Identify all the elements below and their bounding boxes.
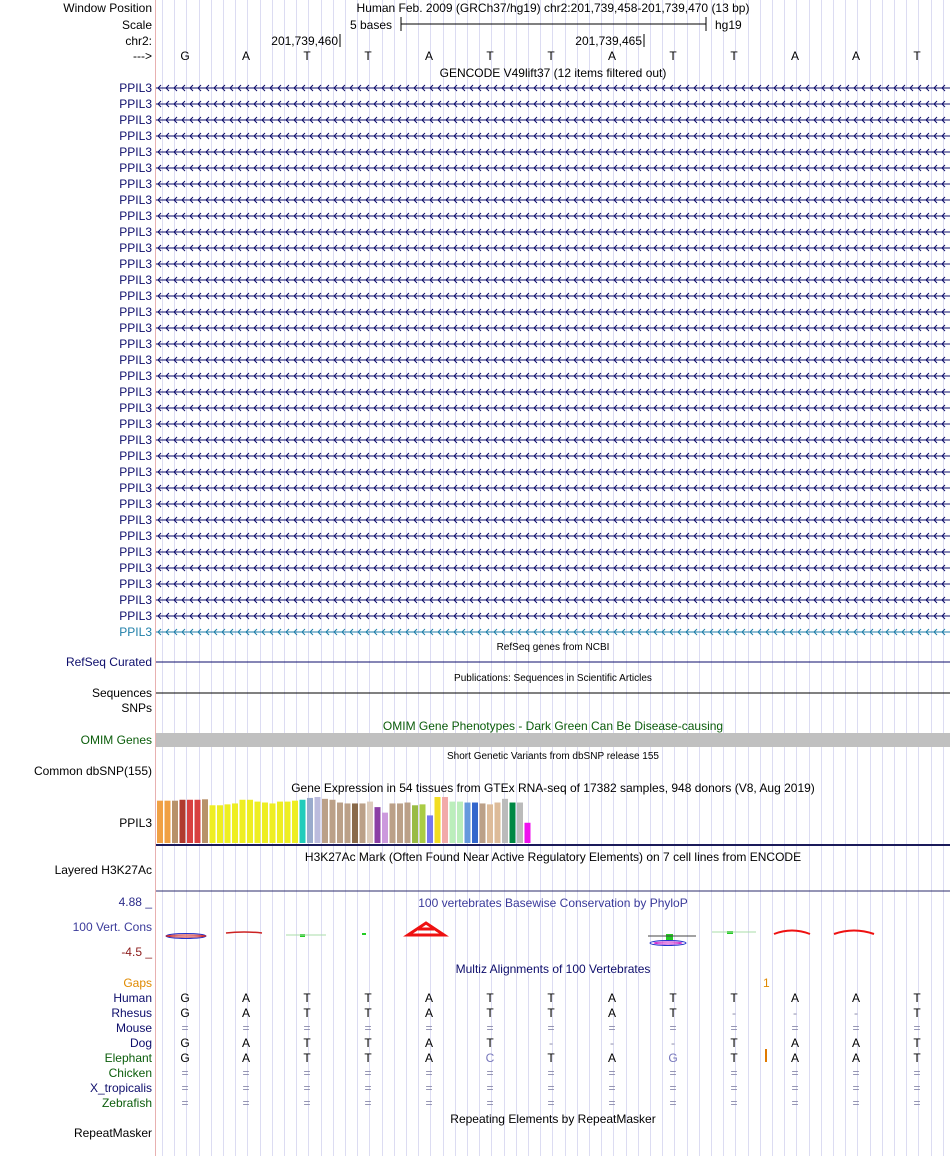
alignment-base: A [790, 991, 800, 1005]
gencode-gene-label[interactable]: PPIL3 [119, 593, 152, 607]
gtex-tissue-bar[interactable] [187, 800, 193, 843]
alignment-base: = [181, 1021, 189, 1035]
alignment-base: - [732, 1006, 736, 1020]
alignment-base: = [669, 1081, 677, 1095]
alignment-base: A [241, 1036, 251, 1050]
gencode-gene-label[interactable]: PPIL3 [119, 353, 152, 367]
species-label[interactable]: Mouse [115, 1021, 152, 1035]
gtex-tissue-bar[interactable] [502, 799, 508, 843]
alignment-base: T [913, 1051, 921, 1065]
gencode-gene-label[interactable]: PPIL3 [119, 529, 152, 543]
gtex-tissue-bar[interactable] [322, 799, 328, 843]
reference-base: T [913, 49, 921, 63]
alignment-base: = [547, 1096, 555, 1110]
gtex-tissue-bar[interactable] [382, 813, 388, 843]
alignment-base: = [486, 1066, 494, 1080]
gencode-gene-label[interactable]: PPIL3 [119, 225, 152, 239]
alignment-base: T [303, 1051, 311, 1065]
gtex-label[interactable]: PPIL3 [119, 816, 152, 830]
alignment-base: - [793, 1006, 797, 1020]
reference-base: T [669, 49, 677, 63]
omim-gray-bar[interactable] [156, 733, 950, 747]
alignment-base: T [547, 1051, 555, 1065]
alignment-base: T [486, 991, 494, 1005]
repeatmasker-track-title: Repeating Elements by RepeatMasker [450, 1112, 656, 1126]
gencode-gene-label[interactable]: PPIL3 [119, 561, 152, 575]
gencode-gene-label[interactable]: PPIL3 [119, 433, 152, 447]
gtex-tissue-bar[interactable] [270, 803, 276, 843]
alignment-base: T [364, 1051, 372, 1065]
omim-track-title: OMIM Gene Phenotypes - Dark Green Can Be Disease-causing [382, 719, 724, 733]
alignment-base: T [303, 991, 311, 1005]
gtex-tissue-bar[interactable] [510, 803, 516, 843]
elephant-insertion-mark [765, 1049, 767, 1062]
gencode-gene-label[interactable]: PPIL3 [119, 401, 152, 415]
alignment-base: = [608, 1066, 616, 1080]
gtex-tissue-bar[interactable] [405, 803, 411, 843]
gtex-tissue-bar[interactable] [435, 797, 441, 843]
coordinate-2: 201,739,465 [575, 34, 642, 48]
gtex-tissue-bar[interactable] [247, 800, 253, 843]
alignment-base: = [608, 1096, 616, 1110]
alignment-base: = [730, 1096, 738, 1110]
gencode-gene-label[interactable]: PPIL3 [119, 193, 152, 207]
reference-base: A [241, 49, 251, 63]
h3k27ac-label[interactable]: Layered H3K27Ac [54, 863, 152, 877]
species-label[interactable]: Dog [129, 1036, 152, 1050]
alignment-base: G [180, 1051, 190, 1065]
alignment-base: = [425, 1081, 433, 1095]
gencode-gene-label[interactable]: PPIL3 [119, 385, 152, 399]
alignment-base: G [180, 991, 190, 1005]
alignment-base: = [547, 1081, 555, 1095]
gencode-gene-label[interactable]: PPIL3 [119, 129, 152, 143]
alignment-base: T [730, 1051, 738, 1065]
gtex-tissue-bar[interactable] [390, 803, 396, 843]
gtex-tissue-bar[interactable] [330, 800, 336, 843]
alignment-base: = [486, 1081, 494, 1095]
gtex-tissue-bar[interactable] [457, 802, 463, 843]
alignment-base: = [364, 1096, 372, 1110]
alignment-base: = [852, 1066, 860, 1080]
publications-line[interactable] [156, 692, 950, 695]
alignment-base: = [425, 1096, 433, 1110]
gtex-tissue-bar[interactable] [285, 802, 291, 843]
alignment-base: = [852, 1021, 860, 1035]
alignment-base: T [486, 1036, 494, 1050]
gencode-gene-label[interactable]: PPIL3 [119, 161, 152, 175]
alignment-base: A [607, 1006, 617, 1020]
species-label[interactable]: Elephant [104, 1051, 152, 1065]
alignment-base: = [303, 1021, 311, 1035]
gencode-gene-label[interactable]: PPIL3 [119, 289, 152, 303]
gencode-gene-label[interactable]: PPIL3 [119, 113, 152, 127]
alignment-base: A [424, 1036, 434, 1050]
gencode-gene-label[interactable]: PPIL3 [119, 497, 152, 511]
alignment-base: T [364, 1036, 372, 1050]
gtex-tissue-bar[interactable] [195, 800, 201, 843]
reference-base: A [851, 49, 861, 63]
alignment-base: = [791, 1081, 799, 1095]
alignment-base: - [610, 1036, 614, 1050]
gtex-tissue-bar[interactable] [420, 804, 426, 843]
alignment-base: A [851, 1051, 861, 1065]
h3k27ac-track-title: H3K27Ac Mark (Often Found Near Active Regulatory Elements) on 7 cell lines from ENCODE [304, 850, 802, 864]
alignment-base: = [791, 1066, 799, 1080]
alignment-base: T [547, 991, 555, 1005]
reference-base: T [364, 49, 372, 63]
alignment-base: = [303, 1081, 311, 1095]
gtex-tissue-bar[interactable] [217, 805, 223, 843]
alignment-base: A [851, 991, 861, 1005]
gencode-gene-label[interactable]: PPIL3 [119, 321, 152, 335]
gtex-tissue-bar[interactable] [525, 823, 531, 843]
alignment-base: = [547, 1021, 555, 1035]
gencode-gene-label[interactable]: PPIL3 [119, 545, 152, 559]
alignment-base: = [242, 1081, 250, 1095]
alignment-base: T [364, 991, 372, 1005]
gencode-gene-label[interactable]: PPIL3 [119, 609, 152, 623]
gtex-tissue-bar[interactable] [165, 801, 171, 843]
gaps-mark: 1 [763, 976, 770, 990]
repeatmasker-label[interactable]: RepeatMasker [73, 1126, 152, 1140]
alignment-base: = [913, 1096, 921, 1110]
gtex-tissue-bar[interactable] [367, 802, 373, 843]
gtex-tissue-bar[interactable] [180, 800, 186, 843]
gtex-tissue-bar[interactable] [487, 804, 493, 843]
gtex-tissue-bar[interactable] [240, 800, 246, 843]
alignment-base: T [730, 991, 738, 1005]
gtex-tissue-bar[interactable] [442, 797, 448, 843]
alignment-base: A [790, 1051, 800, 1065]
alignment-base: T [913, 991, 921, 1005]
gtex-tissue-bar[interactable] [360, 803, 366, 843]
reference-base: T [730, 49, 738, 63]
gencode-gene-label[interactable]: PPIL3 [119, 577, 152, 591]
reference-base: A [607, 49, 617, 63]
gencode-gene-label[interactable]: PPIL3 [119, 241, 152, 255]
chrom-label: chr2: [125, 34, 152, 48]
gtex-tissue-bar[interactable] [262, 803, 268, 843]
species-label[interactable]: Zebrafish [101, 1096, 152, 1110]
gencode-gene-label[interactable]: PPIL3 [119, 481, 152, 495]
alignment-base: A [241, 991, 251, 1005]
publications-label-sequences[interactable]: Sequences [91, 686, 152, 700]
reference-base: T [547, 49, 555, 63]
gtex-bars[interactable] [156, 797, 950, 847]
gtex-tissue-bar[interactable] [337, 803, 343, 843]
alignment-base: A [607, 1051, 617, 1065]
alignment-base: A [607, 991, 617, 1005]
alignment-base: = [486, 1021, 494, 1035]
reference-base: A [424, 49, 434, 63]
alignment-base: = [425, 1066, 433, 1080]
gtex-tissue-bar[interactable] [292, 801, 298, 843]
alignment-base: = [669, 1066, 677, 1080]
gtex-track-title: Gene Expression in 54 tissues from GTEx RNA-seq of 17382 samples, 948 donors (V8, Aug 2019) [291, 781, 815, 795]
gencode-gene-label[interactable]: PPIL3 [119, 145, 152, 159]
alignment-base: = [303, 1096, 311, 1110]
alignment-base: = [242, 1096, 250, 1110]
species-label[interactable]: Rhesus [111, 1006, 152, 1020]
gencode-gene-label[interactable]: PPIL3 [119, 337, 152, 351]
gtex-tissue-bar[interactable] [210, 805, 216, 843]
gtex-tissue-bar[interactable] [232, 803, 238, 843]
gtex-tissue-bar[interactable] [345, 803, 351, 843]
species-label[interactable]: Chicken [108, 1066, 152, 1080]
alignment-base: = [852, 1081, 860, 1095]
gtex-tissue-bar[interactable] [375, 807, 381, 843]
alignment-base: = [486, 1096, 494, 1110]
gencode-gene-label[interactable]: PPIL3 [119, 625, 152, 639]
alignment-base: = [791, 1096, 799, 1110]
scale-label: Scale [121, 18, 152, 32]
alignment-base: = [181, 1066, 189, 1080]
alignment-base: T [303, 1006, 311, 1020]
alignment-base: A [241, 1051, 251, 1065]
reference-base: A [790, 49, 800, 63]
alignment-base: T [730, 1036, 738, 1050]
gtex-tissue-bar[interactable] [300, 800, 306, 843]
alignment-base: T [913, 1036, 921, 1050]
alignment-base: = [730, 1066, 738, 1080]
gtex-tissue-bar[interactable] [480, 803, 486, 843]
phylop-ymin: -4.5 _ [121, 945, 152, 959]
alignment-base: A [424, 1051, 434, 1065]
gencode-gene-label[interactable]: PPIL3 [119, 177, 152, 191]
h3k27ac-baseline [156, 890, 950, 893]
alignment-base: = [181, 1096, 189, 1110]
gencode-gene-label[interactable]: PPIL3 [119, 81, 152, 95]
gtex-tissue-bar[interactable] [157, 801, 163, 843]
alignment-base: = [242, 1066, 250, 1080]
alignment-base: = [669, 1021, 677, 1035]
gtex-tissue-bar[interactable] [225, 804, 231, 843]
coordinate-1: 201,739,460 [271, 34, 338, 48]
alignment-base: T [486, 1006, 494, 1020]
scale-assembly: hg19 [715, 18, 742, 32]
reference-base: T [303, 49, 311, 63]
alignment-base: - [549, 1036, 553, 1050]
alignment-base: = [364, 1021, 372, 1035]
strand-label: ---> [133, 49, 152, 63]
gencode-gene-label[interactable]: PPIL3 [119, 449, 152, 463]
gencode-transcripts[interactable] [156, 80, 950, 640]
gencode-gene-label[interactable]: PPIL3 [119, 305, 152, 319]
window-position-label: Window Position [63, 1, 152, 15]
alignment-base: = [669, 1096, 677, 1110]
omim-label[interactable]: OMIM Genes [80, 733, 152, 747]
alignment-base: = [913, 1066, 921, 1080]
reference-base: G [180, 49, 190, 63]
gtex-tissue-bar[interactable] [472, 803, 478, 843]
gtex-tissue-bar[interactable] [465, 803, 471, 843]
alignment-base: G [180, 1006, 190, 1020]
gtex-tissue-bar[interactable] [277, 802, 283, 843]
gtex-tissue-bar[interactable] [495, 803, 501, 843]
gencode-gene-label[interactable]: PPIL3 [119, 369, 152, 383]
phylop-plot[interactable] [156, 915, 950, 955]
gencode-gene-label[interactable]: PPIL3 [119, 513, 152, 527]
gencode-gene-label[interactable]: PPIL3 [119, 273, 152, 287]
alignment-base: T [669, 1006, 677, 1020]
alignment-base: T [303, 1036, 311, 1050]
alignment-base: A [790, 1036, 800, 1050]
gtex-tissue-bar[interactable] [202, 799, 208, 843]
gencode-gene-label[interactable]: PPIL3 [119, 257, 152, 271]
alignment-base: = [608, 1081, 616, 1095]
alignment-base: = [303, 1066, 311, 1080]
alignment-base: G [668, 1051, 678, 1065]
species-label[interactable]: X_tropicalis [89, 1081, 152, 1095]
alignment-base: = [547, 1066, 555, 1080]
alignment-base: = [852, 1096, 860, 1110]
alignment-base: = [791, 1021, 799, 1035]
window-position-text: Human Feb. 2009 (GRCh37/hg19) chr2:201,739,458-201,739,470 (13 bp) [356, 1, 750, 15]
alignment-base: = [913, 1081, 921, 1095]
gtex-tissue-bar[interactable] [412, 805, 418, 843]
alignment-base: C [485, 1051, 495, 1065]
gencode-gene-label[interactable]: PPIL3 [119, 97, 152, 111]
refseq-track-title: RefSeq genes from NCBI [496, 642, 610, 653]
gtex-tissue-bar[interactable] [427, 815, 433, 843]
alignment-base: T [913, 1006, 921, 1020]
gtex-tissue-bar[interactable] [255, 802, 261, 843]
gtex-tissue-bar[interactable] [352, 803, 358, 843]
gencode-track-title: GENCODE V49lift37 (12 items filtered out) [439, 66, 667, 80]
alignment-base: = [242, 1021, 250, 1035]
alignment-base: = [425, 1021, 433, 1035]
publications-track-title: Publications: Sequences in Scientific Articles [454, 673, 652, 684]
gencode-gene-label[interactable]: PPIL3 [119, 417, 152, 431]
gtex-tissue-bar[interactable] [397, 803, 403, 843]
dbsnp-label[interactable]: Common dbSNP(155) [33, 764, 152, 778]
alignment-base: A [424, 1006, 434, 1020]
alignment-base: - [671, 1036, 675, 1050]
alignment-base: = [913, 1021, 921, 1035]
species-label[interactable]: Human [113, 991, 152, 1005]
alignment-base: = [364, 1081, 372, 1095]
alignment-base: T [669, 991, 677, 1005]
publications-label-snps[interactable]: SNPs [121, 701, 152, 715]
gencode-gene-label[interactable]: PPIL3 [119, 209, 152, 223]
refseq-label[interactable]: RefSeq Curated [65, 655, 152, 669]
alignment-base: G [180, 1036, 190, 1050]
phylop-ymax: 4.88 _ [118, 895, 152, 909]
alignment-base: = [730, 1081, 738, 1095]
gaps-label[interactable]: Gaps [123, 976, 152, 990]
alignment-base: = [364, 1066, 372, 1080]
alignment-base: T [364, 1006, 372, 1020]
scale-text: 5 bases [350, 18, 393, 32]
phylop-label[interactable]: 100 Vert. Cons [72, 920, 152, 934]
alignment-base: = [181, 1081, 189, 1095]
gtex-tissue-bar[interactable] [315, 797, 321, 843]
dbsnp-track-title: Short Genetic Variants from dbSNP release 155 [447, 751, 659, 762]
multiz-track-title: Multiz Alignments of 100 Vertebrates [455, 962, 651, 976]
gtex-tissue-bar[interactable] [517, 803, 523, 843]
alignment-base: = [730, 1021, 738, 1035]
gtex-tissue-bar[interactable] [307, 798, 313, 843]
reference-base: T [486, 49, 494, 63]
alignment-base: A [241, 1006, 251, 1020]
gencode-gene-label[interactable]: PPIL3 [119, 465, 152, 479]
alignment-base: = [608, 1021, 616, 1035]
alignment-base: A [424, 991, 434, 1005]
refseq-line[interactable] [156, 661, 950, 664]
gtex-tissue-bar[interactable] [172, 801, 178, 843]
alignment-base: T [547, 1006, 555, 1020]
alignment-base: A [851, 1036, 861, 1050]
gtex-tissue-bar[interactable] [450, 802, 456, 843]
alignment-base: - [854, 1006, 858, 1020]
phylop-track-title: 100 vertebrates Basewise Conservation by PhyloP [418, 896, 688, 910]
